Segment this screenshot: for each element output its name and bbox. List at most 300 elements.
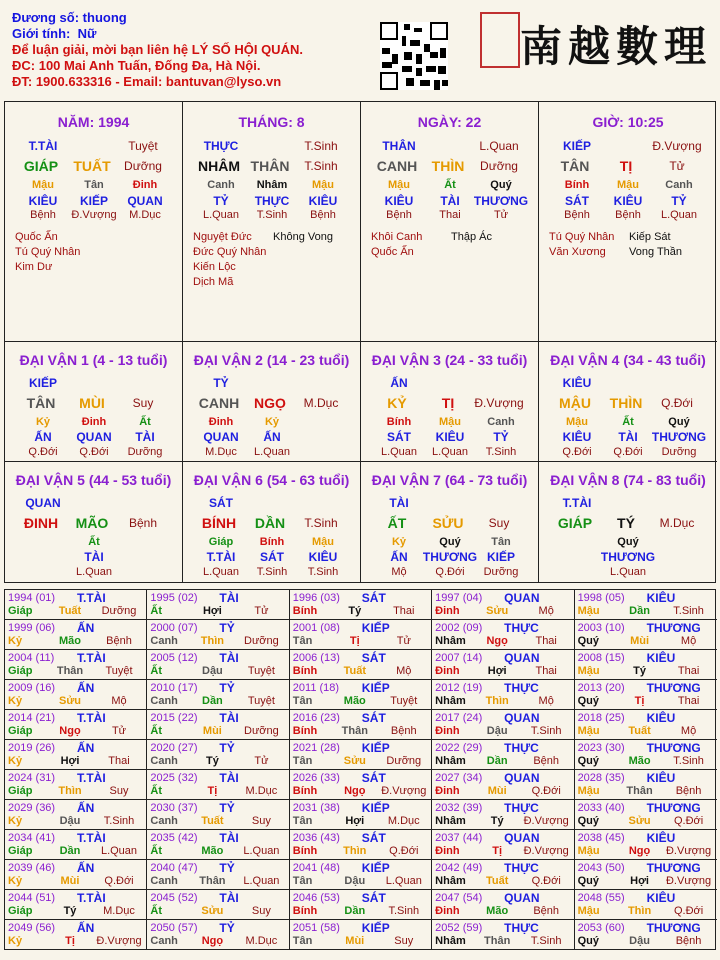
year-stem: Mậu: [577, 665, 600, 677]
year-label: 2051 (58): [292, 922, 340, 934]
pillar-stem: NHÂM: [198, 158, 240, 174]
year-stem: Tân: [292, 695, 313, 707]
year-branch: Tị: [349, 635, 360, 647]
year-star: TÀI: [219, 771, 239, 785]
year-state: Tuyệt: [247, 665, 275, 677]
year-star: QUAN: [504, 591, 540, 605]
hidden-stem: Mậu: [617, 179, 639, 191]
year-star: TỶ: [219, 741, 235, 755]
year-stem: Kỷ: [8, 635, 23, 647]
dai-van-title: ĐẠI VẬN 6 (54 - 63 tuổi): [193, 472, 350, 488]
year-stem: Nhâm: [435, 755, 466, 767]
note-item: Vong Thần: [629, 246, 683, 258]
year-state: L.Quan: [100, 845, 138, 857]
year-star: ẤN: [77, 801, 95, 815]
year-stem: Đinh: [435, 905, 460, 917]
hidden-state: T.Sinh: [485, 446, 517, 458]
year-label: 2017 (24): [435, 712, 483, 724]
year-stem: Quý: [577, 695, 599, 707]
year-state: T.Sinh: [673, 605, 704, 617]
year-branch: Tị: [492, 845, 503, 857]
year-label: 2031 (38): [292, 802, 340, 814]
note-item: Tú Quý Nhân: [15, 246, 81, 258]
year-cell: [147, 680, 289, 710]
gioi-tinh-label: Giới tính:: [12, 26, 71, 41]
year-state: M.Dục: [387, 815, 420, 827]
year-stem: Bính: [292, 725, 318, 737]
year-state: Bệnh: [533, 755, 560, 767]
contact-line: Để luận giải, mời bạn liên hệ LÝ SỐ HỘI QUÁN.: [12, 42, 303, 57]
hidden-state: T.Sinh: [307, 566, 339, 578]
note-item: Dịch Mã: [193, 276, 234, 288]
year-stem: Tân: [292, 815, 313, 827]
year-star: TÀI: [219, 891, 239, 905]
hidden-stem: Canh: [487, 416, 515, 428]
year-star: QUAN: [504, 651, 540, 665]
hidden-state: Bệnh: [615, 209, 641, 221]
dai-van-title: ĐẠI VẬN 3 (24 - 33 tuổi): [371, 352, 528, 368]
year-branch: Tý: [348, 605, 362, 617]
year-label: 2001 (08): [292, 622, 340, 634]
year-cell: [290, 830, 432, 860]
year-label: 2008 (15): [577, 652, 625, 664]
year-state: Dưỡng: [244, 635, 279, 647]
year-branch: Thìn: [627, 905, 652, 917]
year-star: ẤN: [77, 861, 95, 875]
hidden-star: TÀI: [84, 550, 104, 564]
year-cell: [5, 710, 147, 740]
year-state: Mộ: [538, 605, 554, 617]
dai-van-stem: GIÁP: [557, 515, 593, 531]
hidden-stem: Mậu: [439, 416, 461, 428]
pillar-top-state: L.Quan: [479, 139, 519, 153]
year-stem: Quý: [577, 935, 599, 947]
year-label: 2040 (47): [150, 862, 198, 874]
duong-so-value: thuong: [82, 10, 127, 25]
pillar-2: [183, 102, 361, 342]
year-stem: Kỷ: [8, 755, 23, 767]
hidden-stem: Đinh: [132, 179, 158, 191]
hidden-star: KIẾP: [486, 550, 515, 564]
dai-van-top-star: KIẾP: [28, 376, 57, 390]
year-label: 2039 (46): [8, 862, 56, 874]
year-state: Mộ: [111, 695, 127, 707]
year-state: T.Sinh: [673, 755, 704, 767]
year-state: L.Quan: [385, 875, 422, 887]
hidden-star: TỶ: [671, 194, 687, 208]
year-stem: Bính: [292, 665, 318, 677]
year-label: 2037 (44): [435, 832, 483, 844]
pillar-notes-right: [451, 230, 492, 245]
year-cell: [575, 860, 717, 890]
year-cell: [147, 920, 289, 950]
year-stem: Tân: [292, 755, 313, 767]
year-cell: [147, 620, 289, 650]
year-branch: Tị: [65, 935, 75, 947]
pillar-branch: THÌN: [431, 158, 465, 174]
year-stem: Đinh: [435, 845, 460, 857]
year-label: 2019 (26): [8, 742, 56, 754]
hidden-star: QUAN: [127, 194, 163, 208]
hidden-state: M.Dục: [205, 446, 237, 458]
year-star: T.TÀI: [77, 831, 106, 845]
dai-van-top-star: TỶ: [213, 376, 229, 390]
pillar-title: GIỜ: 10:25: [592, 114, 664, 130]
year-star: TÀI: [219, 591, 239, 605]
year-state: Bệnh: [675, 785, 702, 797]
hidden-stem: Bính: [564, 179, 590, 191]
year-branch: Hợi: [487, 665, 507, 677]
hidden-stem: Ất: [444, 179, 456, 191]
year-state: Đ.Vượng: [665, 875, 712, 887]
dai-van-4: [539, 342, 717, 462]
year-stem: Ất: [150, 905, 162, 917]
year-stem: Nhâm: [435, 815, 466, 827]
year-label: 1995 (02): [150, 592, 198, 604]
year-state: T.Sinh: [530, 725, 562, 737]
year-state: Q.Đới: [673, 815, 704, 827]
year-state: Q.Đới: [389, 845, 419, 857]
year-star: QUAN: [504, 891, 540, 905]
year-branch: Tuất: [343, 665, 366, 677]
year-stem: Giáp: [8, 905, 33, 917]
year-cell: [432, 650, 574, 680]
note-item: Đức Quý Nhân: [193, 246, 267, 258]
pillar-notes-right: [273, 230, 333, 245]
year-star: KIÊU: [646, 891, 676, 905]
year-branch: Mùi: [60, 875, 80, 887]
year-cell: [290, 920, 432, 950]
hidden-state: Bệnh: [30, 209, 56, 221]
dai-van-8: [539, 462, 717, 582]
hidden-star: QUAN: [203, 430, 239, 444]
year-label: 1996 (03): [292, 592, 340, 604]
year-label: 2020 (27): [150, 742, 198, 754]
dai-van-stem: BÍNH: [201, 515, 237, 531]
year-cell: [432, 620, 574, 650]
hidden-star: TÀI: [618, 430, 638, 444]
pillar-top-star: THỰC: [203, 139, 239, 153]
note-item: Văn Xương: [549, 246, 606, 258]
year-star: TÀI: [219, 711, 239, 725]
hidden-state: L.Quan: [253, 446, 291, 458]
year-state: Đ.Vượng: [523, 845, 569, 857]
year-star: TỶ: [219, 621, 235, 635]
year-branch: Thìn: [343, 845, 367, 857]
year-star: THỰC: [504, 801, 539, 815]
year-state: Suy: [109, 785, 129, 797]
year-cell: [432, 590, 574, 620]
dai-van-top-star: KIÊU: [562, 376, 592, 390]
year-label: 2014 (21): [8, 712, 56, 724]
year-cell: [575, 620, 717, 650]
hidden-star: THỰC: [254, 194, 290, 208]
year-stem: Bính: [292, 785, 318, 797]
year-stem: Giáp: [8, 665, 33, 677]
year-state: T.Sinh: [388, 905, 420, 917]
hidden-star: ẤN: [263, 430, 281, 444]
hidden-state: L.Quan: [660, 209, 698, 221]
hidden-state: L.Quan: [380, 446, 418, 458]
year-stem: Canh: [150, 695, 178, 707]
dai-van-top-star: T.TÀI: [562, 496, 592, 510]
hidden-stem: Bính: [259, 536, 285, 548]
year-label: 2025 (32): [150, 772, 198, 784]
year-branch: Dần: [59, 845, 81, 857]
dai-van-stem: MẬU: [559, 395, 591, 411]
year-branch: Ngọ: [59, 725, 81, 737]
year-cell: [575, 890, 717, 920]
hidden-state: L.Quan: [202, 209, 240, 221]
year-state: Thai: [677, 695, 700, 707]
year-state: Thai: [535, 665, 557, 677]
year-stem: Giáp: [8, 845, 33, 857]
year-cell: [147, 860, 289, 890]
year-branch: Mão: [201, 845, 224, 857]
year-state: Mộ: [396, 665, 412, 677]
year-cell: [290, 860, 432, 890]
pillar-top-state: T.Sinh: [304, 139, 338, 153]
hidden-star: SÁT: [260, 550, 284, 564]
year-label: 2024 (31): [8, 772, 56, 784]
note-item: Kiếp Sát: [629, 231, 671, 243]
year-label: 2035 (42): [150, 832, 198, 844]
year-cell: [5, 740, 147, 770]
year-label: 2005 (12): [150, 652, 198, 664]
year-stem: Nhâm: [435, 635, 466, 647]
year-branch: Sửu: [58, 695, 82, 707]
dai-van-5: [5, 462, 183, 582]
dai-van-stem: ĐINH: [23, 515, 59, 531]
pillar-top-star: THÂN: [382, 139, 416, 153]
note-item: Không Vong: [273, 231, 333, 243]
year-label: 2015 (22): [150, 712, 198, 724]
hidden-stem: Canh: [665, 179, 693, 191]
year-cell: [5, 860, 147, 890]
hidden-state: L.Quan: [431, 446, 469, 458]
year-stem: Bính: [292, 605, 318, 617]
year-star: QUAN: [504, 831, 540, 845]
year-branch: Ngọ: [201, 935, 224, 947]
note-item: Thập Ác: [451, 231, 492, 243]
year-state: Đ.Vượng: [523, 815, 569, 827]
hidden-stem: Kỷ: [264, 416, 280, 428]
hidden-state: Q.Đới: [79, 446, 109, 458]
year-star: QUAN: [504, 711, 540, 725]
year-stem: Quý: [577, 755, 599, 767]
year-stem: Đinh: [435, 665, 460, 677]
year-state: Thai: [535, 635, 557, 647]
note-item: Quốc Ấn: [371, 246, 414, 258]
year-label: 2016 (23): [292, 712, 340, 724]
year-cell: [290, 650, 432, 680]
profile-header: [12, 10, 303, 90]
year-star: THƯƠNG: [646, 801, 701, 815]
dai-van-title: ĐẠI VẬN 8 (74 - 83 tuổi): [550, 472, 706, 488]
note-item: Quốc Ấn: [15, 231, 58, 243]
hidden-stem: Quý: [668, 416, 690, 428]
year-branch: Tuất: [628, 725, 651, 737]
hidden-star: KIẾP: [79, 194, 108, 208]
year-label: 2046 (53): [292, 892, 340, 904]
year-stem: Kỷ: [8, 695, 23, 707]
year-cell: [5, 590, 147, 620]
hidden-stem: Ất: [88, 536, 100, 548]
year-label: 2038 (45): [577, 832, 625, 844]
pillar-notes-left: [193, 230, 266, 290]
note-item: Tú Quý Nhân: [549, 231, 615, 243]
dai-van-title: ĐẠI VẬN 5 (44 - 53 tuổi): [15, 472, 172, 488]
year-cell: [5, 650, 147, 680]
year-star: TỶ: [219, 861, 235, 875]
year-label: 2045 (52): [150, 892, 198, 904]
hidden-stem: Nhâm: [256, 179, 288, 191]
year-stem: Quý: [577, 635, 599, 647]
year-state: Dưỡng: [244, 725, 279, 737]
year-state: Đ.Vượng: [96, 935, 142, 947]
year-cell: [575, 830, 717, 860]
pillar-4: [539, 102, 717, 342]
year-branch: Sửu: [201, 905, 224, 917]
year-stem: Giáp: [8, 725, 33, 737]
pillar-top-state: Tuyệt: [128, 139, 158, 153]
dai-van-stem: TÂN: [26, 395, 56, 411]
year-branch: Thân: [199, 875, 226, 887]
note-item: Khôi Canh: [371, 231, 423, 243]
year-stem: Canh: [150, 935, 178, 947]
year-branch: Dần: [344, 905, 366, 917]
hidden-star: T.TÀI: [206, 550, 236, 564]
year-cell: [5, 830, 147, 860]
year-star: KIÊU: [646, 591, 676, 605]
pillar-title: NGÀY: 22: [417, 114, 482, 130]
year-star: ẤN: [77, 681, 95, 695]
year-branch: Thìn: [58, 785, 82, 797]
year-label: 2013 (20): [577, 682, 625, 694]
gioi-tinh-value: Nữ: [77, 26, 97, 41]
year-cell: [5, 770, 147, 800]
pillar-stem: GIÁP: [23, 158, 59, 174]
hidden-stem: Mậu: [388, 179, 410, 191]
hidden-state: T.Sinh: [256, 566, 288, 578]
hidden-star: THƯƠNG: [473, 194, 529, 208]
dai-van-stem: ẤT: [387, 515, 407, 531]
dai-van-branch: MÃO: [75, 515, 109, 531]
pillar-branch-state: T.Sinh: [304, 159, 338, 173]
year-label: 2006 (13): [292, 652, 340, 664]
year-cell: [290, 890, 432, 920]
dai-van-branch: THÌN: [609, 395, 643, 411]
phone-email-line[interactable]: ĐT: 1900.633316 - Email: bantuvan@lyso.vn: [12, 74, 282, 89]
year-stem: Ất: [150, 845, 162, 857]
year-stem: Ất: [150, 605, 162, 617]
dai-van-top-star: SÁT: [209, 496, 233, 510]
year-stem: Kỷ: [8, 935, 23, 947]
dai-van-2: [183, 342, 361, 462]
year-cell: [432, 890, 574, 920]
year-star: KIẾP: [361, 921, 390, 935]
dai-van-1: [5, 342, 183, 462]
year-label: 2000 (07): [150, 622, 198, 634]
year-stem: Quý: [577, 875, 599, 887]
year-cell: [432, 770, 574, 800]
year-branch: Tý: [205, 755, 219, 767]
pillar-top-state: Đ.Vượng: [652, 139, 702, 153]
year-stem: Canh: [150, 635, 178, 647]
year-state: Đ.Vượng: [665, 845, 712, 857]
year-cell: [147, 800, 289, 830]
year-state: Bệnh: [106, 635, 132, 647]
year-cell: [575, 650, 717, 680]
hidden-star: KIÊU: [308, 550, 338, 564]
year-branch: Thìn: [485, 695, 509, 707]
year-star: THƯƠNG: [646, 741, 701, 755]
year-cell: [290, 800, 432, 830]
year-star: THƯƠNG: [646, 921, 701, 935]
hidden-stem: Tân: [84, 179, 104, 191]
hidden-star: QUAN: [76, 430, 112, 444]
year-branch: Ngọ: [344, 785, 366, 797]
year-state: M.Dục: [103, 905, 135, 917]
note-item: Nguyệt Đức: [193, 231, 252, 243]
year-branch: Sửu: [343, 755, 366, 767]
year-stem: Đinh: [435, 785, 460, 797]
year-star: T.TÀI: [77, 651, 106, 665]
year-branch: Tý: [63, 905, 77, 917]
year-cell: [575, 710, 717, 740]
year-star: SÁT: [361, 591, 386, 605]
year-cell: [5, 680, 147, 710]
year-star: KIẾP: [361, 621, 390, 635]
year-cell: [5, 800, 147, 830]
dai-van-state: M.Dục: [659, 516, 695, 530]
qr-code[interactable]: [380, 22, 448, 90]
year-cell: [290, 680, 432, 710]
hidden-stem: Quý: [617, 536, 639, 548]
hidden-stem: Kỷ: [35, 416, 51, 428]
hidden-star: KIÊU: [435, 430, 465, 444]
note-item: Kim Dư: [15, 261, 53, 273]
year-star: KIÊU: [646, 711, 676, 725]
year-star: KIẾP: [361, 861, 390, 875]
year-state: T.Sinh: [103, 815, 135, 827]
hidden-stem: Tân: [491, 536, 511, 548]
year-table: [4, 589, 716, 950]
year-cell: [290, 710, 432, 740]
year-state: L.Quan: [243, 875, 280, 887]
dai-van-state: Q.Đới: [661, 396, 693, 410]
year-label: 2003 (10): [577, 622, 625, 634]
year-state: Tử: [396, 635, 411, 647]
year-stem: Tân: [292, 935, 313, 947]
year-label: 1998 (05): [577, 592, 625, 604]
year-state: Dưỡng: [386, 755, 422, 767]
hidden-state: Q.Đới: [613, 446, 643, 458]
year-star: SÁT: [361, 711, 386, 725]
year-star: THỰC: [504, 741, 539, 755]
year-cell: [290, 770, 432, 800]
year-stem: Đinh: [435, 725, 460, 737]
year-cell: [432, 710, 574, 740]
hidden-stem: Mậu: [312, 179, 334, 191]
dai-van-stem: KỶ: [387, 395, 407, 411]
year-star: T.TÀI: [77, 891, 106, 905]
year-stem: Ất: [150, 725, 162, 737]
year-star: THỰC: [504, 681, 539, 695]
hidden-state: Q.Đới: [435, 566, 465, 578]
year-label: 2042 (49): [435, 862, 483, 874]
year-cell: [147, 590, 289, 620]
